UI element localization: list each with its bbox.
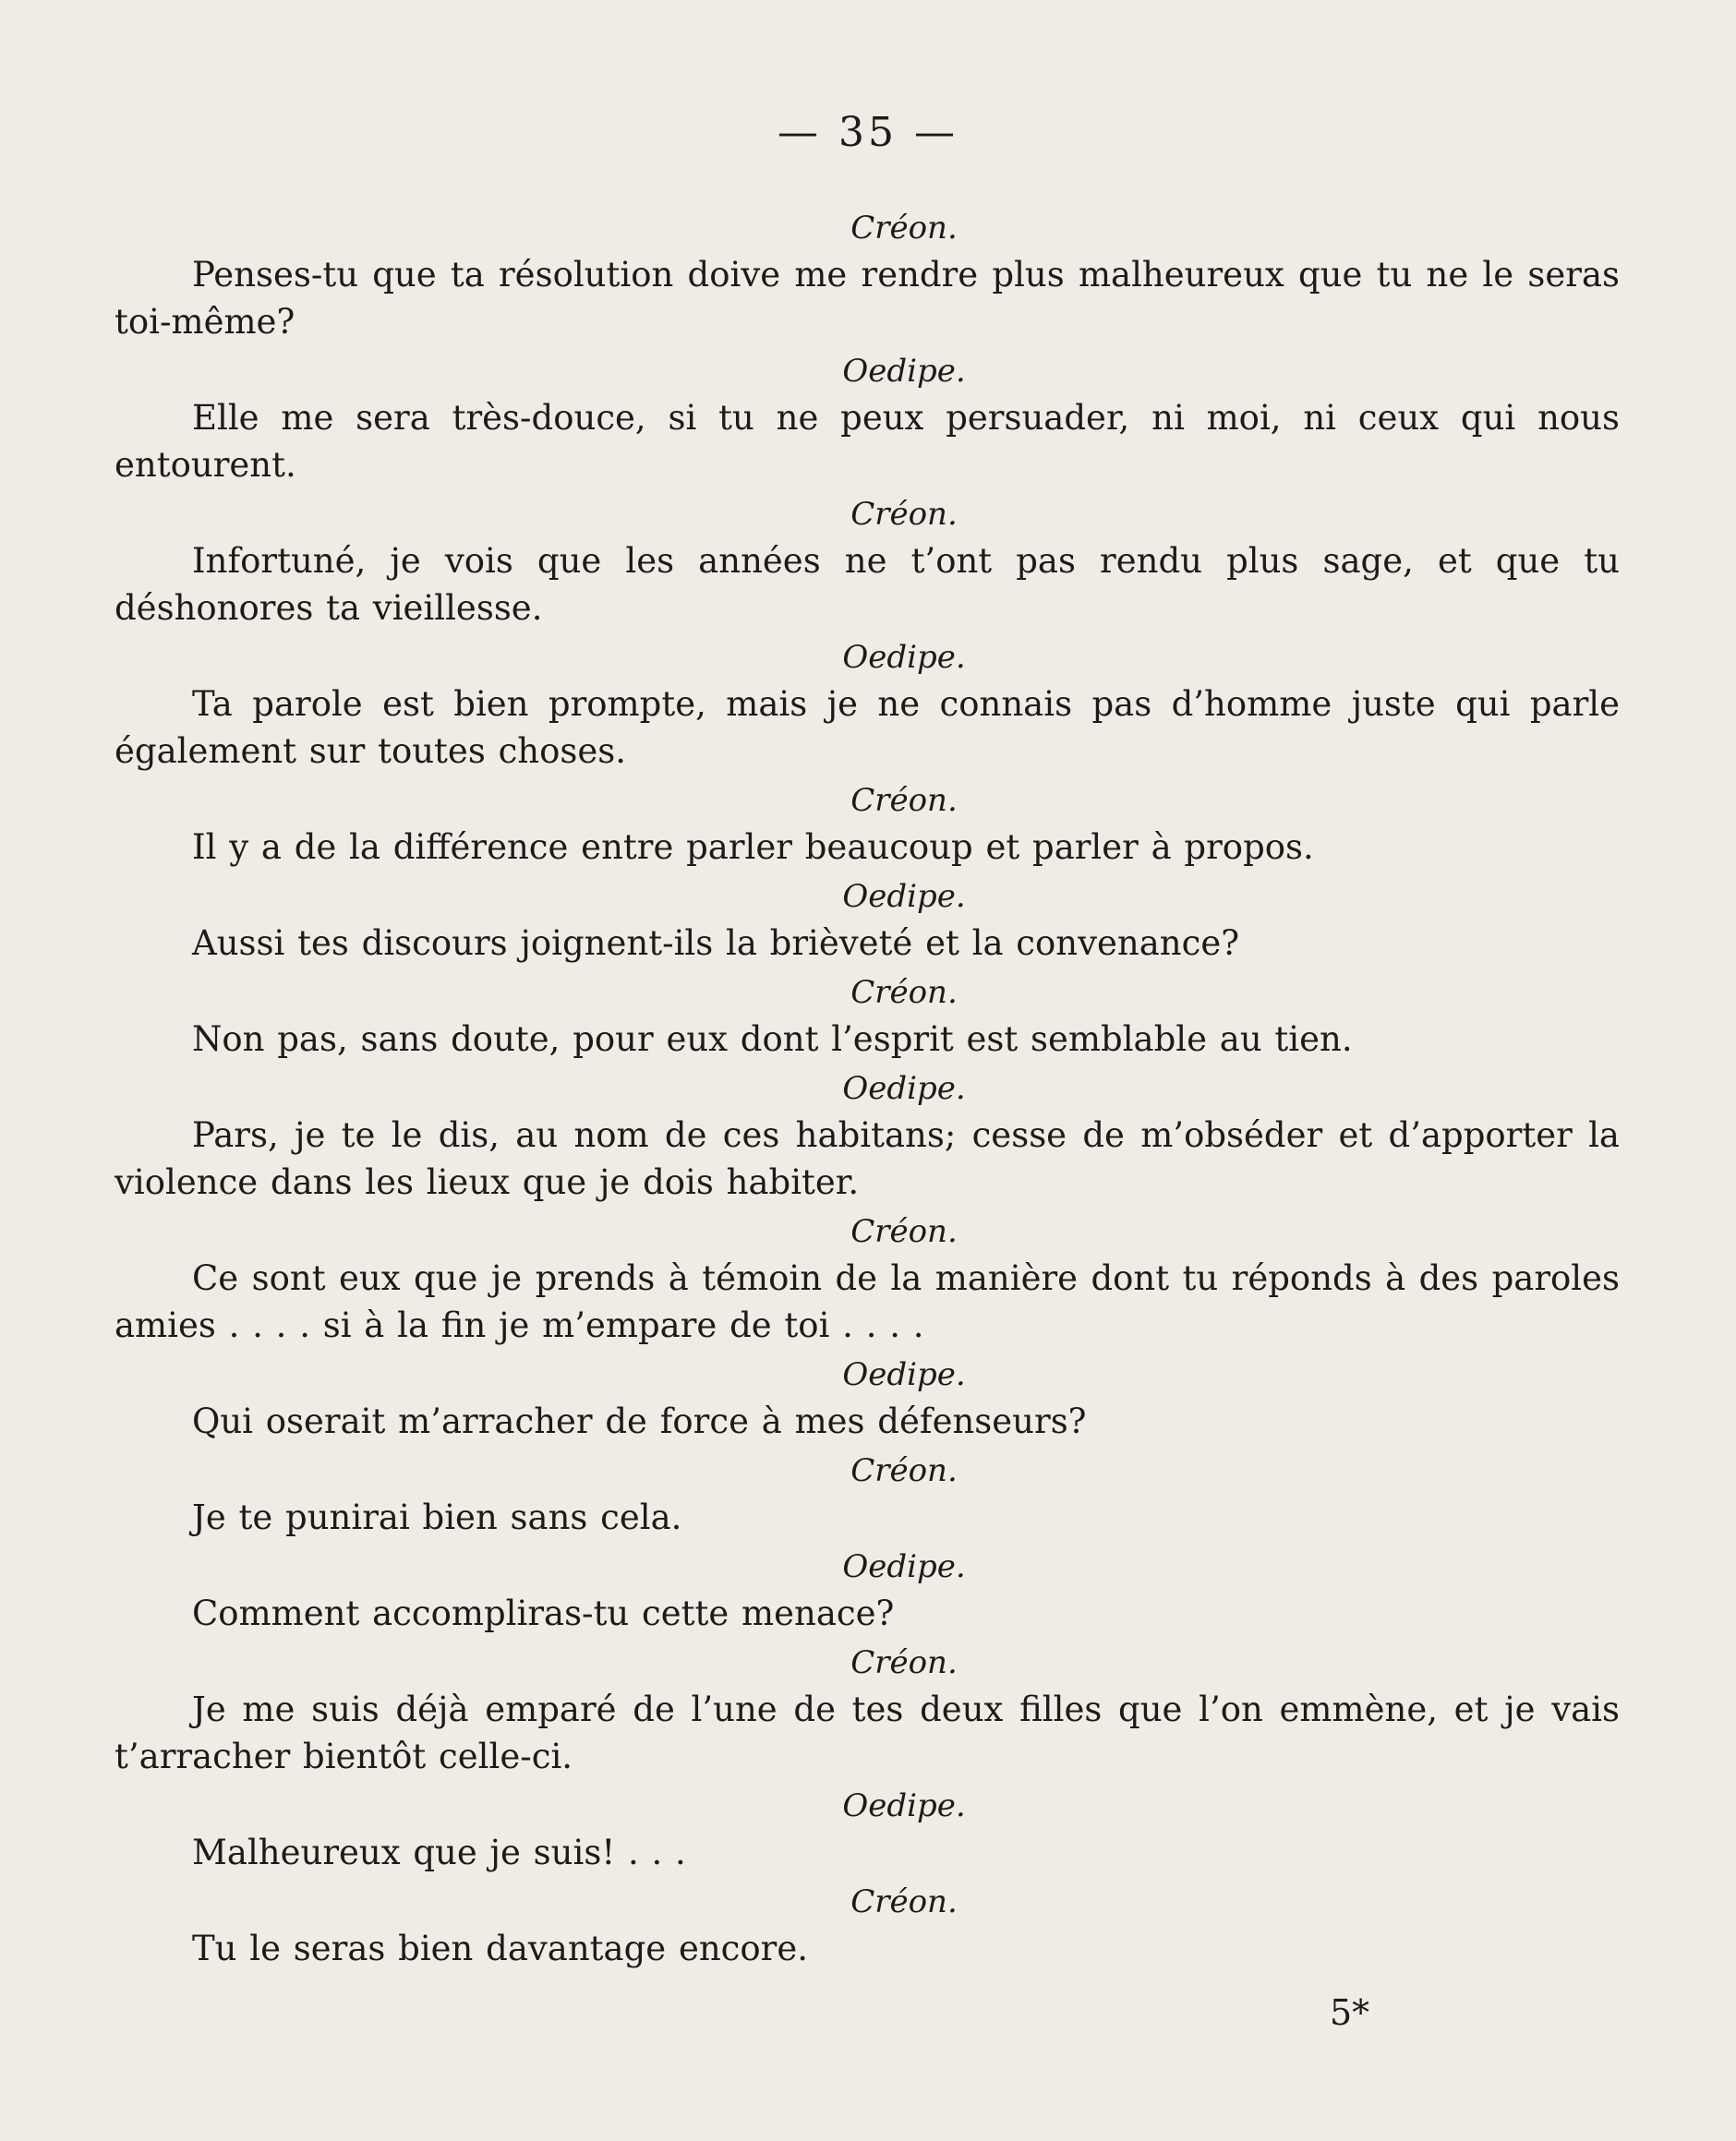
speaker-name: Créon.	[850, 1452, 958, 1489]
spoken-line: Elle me sera très-douce, si tu ne peux persuader, ni moi, ni ceux qui nous entourent.	[115, 398, 1620, 485]
speaker-name: Oedipe.	[842, 353, 966, 390]
dialogue-entry	[115, 491, 1620, 631]
speaker-name: Créon.	[850, 974, 958, 1011]
dialogue-entry	[115, 348, 1620, 488]
speaker-name: Créon.	[850, 1644, 958, 1681]
speaker-name: Créon.	[850, 210, 958, 247]
speaker-name: Oedipe.	[842, 878, 966, 915]
spoken-line: Je me suis déjà emparé de l’une de tes deux filles que l’on emmène, et je vais t’arracher bientôt celle-ci.	[115, 1690, 1620, 1776]
spoken-line: Il y a de la différence entre parler beaucoup et parler à propos.	[192, 827, 1314, 867]
dialogue-entry	[115, 1352, 1620, 1445]
spoken-line: Je te punirai bien sans cela.	[192, 1497, 682, 1537]
dialogue-entry	[115, 969, 1620, 1063]
dialogue-entry	[115, 205, 1620, 345]
speaker-name: Oedipe.	[842, 1070, 966, 1107]
printer-signature-mark: 5*	[1330, 1992, 1370, 2033]
speaker-name: Créon.	[850, 496, 958, 533]
spoken-line: Infortuné, je vois que les années ne t’ont pas rendu plus sage, et que tu déshonores ta vieillesse.	[115, 541, 1620, 628]
speaker-name: Oedipe.	[842, 1356, 966, 1393]
page-number: — 35 —	[778, 109, 958, 156]
spoken-line: Aussi tes discours joignent-ils la brièveté et la convenance?	[192, 923, 1240, 963]
dialogue-entry	[115, 777, 1620, 871]
speaker-name: Oedipe.	[842, 1787, 966, 1824]
dialogue-entry	[115, 1783, 1620, 1876]
dialogue	[115, 205, 1620, 1975]
dialogue-entry	[115, 1544, 1620, 1637]
spoken-line: Ta parole est bien prompte, mais je ne connais pas d’homme juste qui parle également sur toutes choses.	[115, 684, 1620, 771]
spoken-line: Tu le seras bien davantage encore.	[192, 1929, 809, 1968]
spoken-line: Malheureux que je suis! . . .	[192, 1833, 686, 1872]
speaker-name: Créon.	[850, 1883, 958, 1920]
speaker-name: Créon.	[850, 782, 958, 819]
spoken-line: Pars, je te le dis, au nom de ces habitans; cesse de m’obséder et d’apporter la violence dans les lieux que je dois habiter.	[115, 1115, 1620, 1202]
spoken-line: Non pas, sans doute, pour eux dont l’esprit est semblable au tien.	[192, 1019, 1353, 1059]
spoken-line: Qui oserait m’arracher de force à mes défenseurs?	[192, 1401, 1087, 1441]
dialogue-entry	[115, 1879, 1620, 1972]
dialogue-entry	[115, 1065, 1620, 1206]
spoken-line: Penses-tu que ta résolution doive me rendre plus malheureux que tu ne le seras toi-même?	[115, 255, 1620, 342]
dialogue-entry	[115, 1209, 1620, 1349]
speaker-name: Oedipe.	[842, 639, 966, 676]
dialogue-entry	[115, 634, 1620, 775]
spoken-line: Ce sont eux que je prends à témoin de la manière dont tu réponds à des paroles amies . . . . si à la fin je m’empare de toi . . . .	[115, 1258, 1620, 1345]
spoken-line: Comment accompliras-tu cette menace?	[192, 1594, 895, 1633]
dialogue-entry	[115, 1640, 1620, 1780]
speaker-name: Oedipe.	[842, 1548, 966, 1585]
dialogue-entry	[115, 1448, 1620, 1541]
speaker-name: Créon.	[850, 1213, 958, 1250]
dialogue-entry	[115, 873, 1620, 967]
